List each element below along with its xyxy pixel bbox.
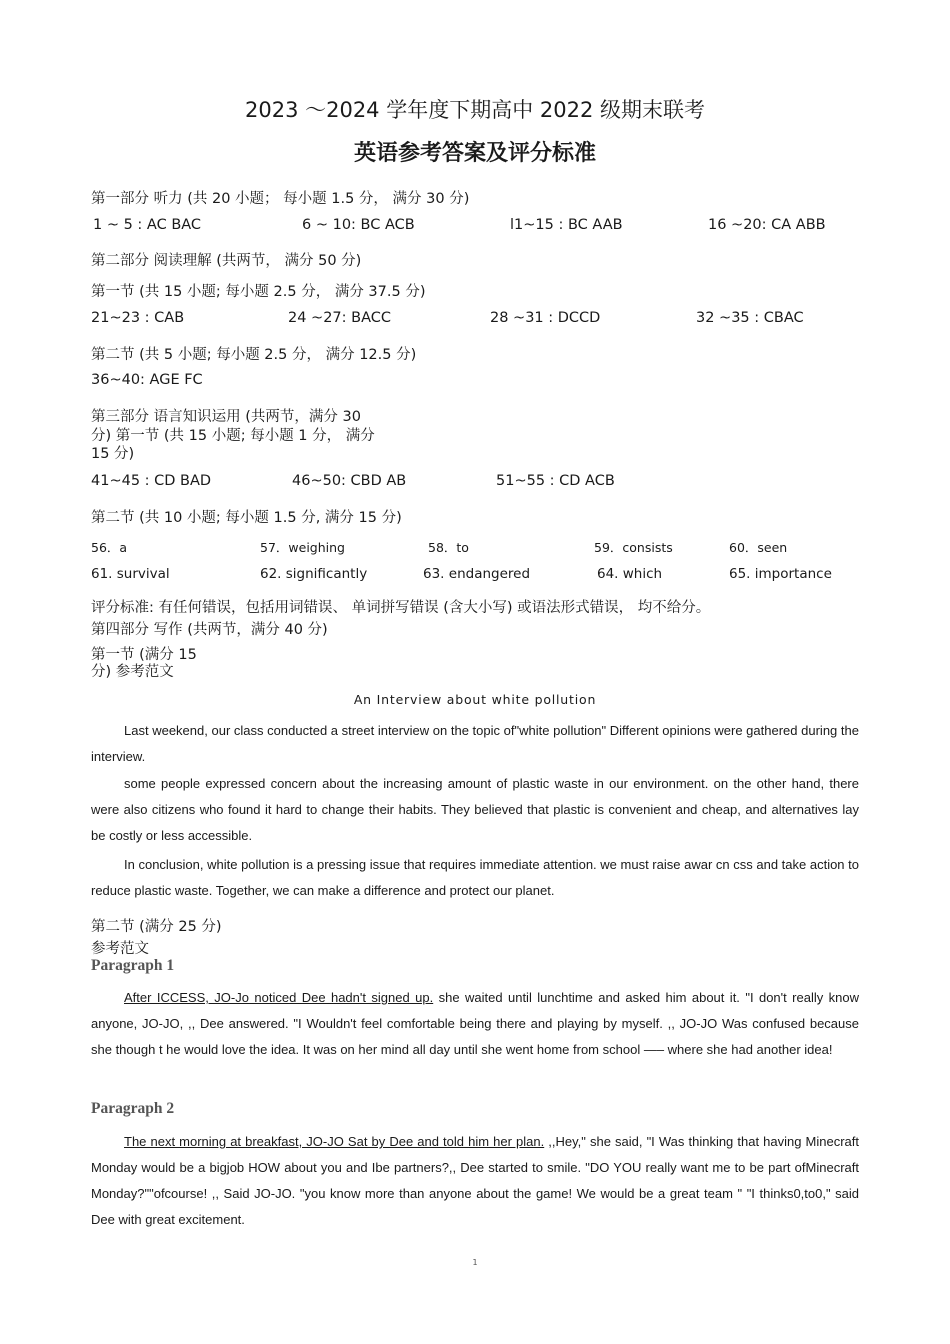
page-subtitle: 英语参考答案及评分标准 xyxy=(353,141,596,166)
answer-62: 62. significantly xyxy=(260,566,368,582)
continuation-paragraph-2 xyxy=(91,1129,859,1233)
answer-63: 63. endangered xyxy=(423,566,531,582)
part2-answer-2: 24 ~27: BACC xyxy=(288,310,392,326)
paragraph-1-body: she waited until lunchtime and asked him about it. "I don't really know anyone, JO-JO, ,, Dee answered. "I Wouldn't feel comfortable being there and playing by myself. ,, JO-JO Was confused because she though t he would love the idea. It was on her mind all day until she went home from school —– where she had another idea! xyxy=(91,990,859,1057)
part4-section2-sub: 参考范文 xyxy=(91,941,149,957)
answer-64: 64. which xyxy=(597,566,663,582)
part2-heading: 第二部分 阅读理解 (共两节， 满分 50 分) xyxy=(91,253,362,269)
part4-section1-line1: 第一节 (满分 15 xyxy=(91,647,197,663)
part1-answer-4: 16 ~20: CA ABB xyxy=(708,217,826,233)
paragraph-2-lead: The next morning at breakfast, JO-JO Sat by Dee and told him her plan. xyxy=(124,1134,545,1149)
answer-61: 61. survival xyxy=(91,566,170,582)
scoring-criteria: 评分标准: 有任何错误，包括用词错误、 单词拼写错误 (含大小写) 或语法形式错误， 均不给分。 xyxy=(91,600,711,616)
part2-answer-1: 21~23 : CAB xyxy=(91,310,185,326)
essay-paragraph-3 xyxy=(91,852,859,904)
part4-heading: 第四部分 写作 (共两节，满分 40 分) xyxy=(91,622,328,638)
part2-section2-heading: 第二节 (共 5 小题; 每小题 2.5 分， 满分 12.5 分) xyxy=(91,347,417,363)
part3-section2-heading: 第二节 (共 10 小题; 每小题 1.5 分, 满分 15 分) xyxy=(91,510,402,526)
paragraph-2-body: ,,Hey," she said, "I Was thinking that having Minecraft Monday would be a bigjob HOW about you and Ibe partners?,, Dee started to smile. "DO YOU really want me to be part ofMinecraft Monday?""ofcourse! ,, Said JO-JO. "you know more than anyone about the game! We would be a great team " "I thinks0,to0," said Dee with great excitement. xyxy=(91,1134,859,1227)
answer-59: 59．consists xyxy=(594,540,673,555)
part1-answer-3: l1~15 : BC AAB xyxy=(510,217,623,233)
part2-answer-4: 32 ~35 : CBAC xyxy=(696,310,804,326)
answer-58: 58．to xyxy=(428,540,469,555)
part3-answer-2: 46~50: CBD AB xyxy=(292,473,407,489)
part2-answer-3: 28 ~31 : DCCD xyxy=(490,310,601,326)
part3-heading-line2: 分) 第一节 (共 15 小题; 每小题 1 分， 满分 xyxy=(91,428,375,444)
page-number: 1 xyxy=(472,1258,478,1267)
answer-57: 57．weighing xyxy=(260,540,345,555)
continuation-paragraph-1 xyxy=(91,985,859,1063)
paragraph-1-label: Paragraph 1 xyxy=(91,957,175,974)
part4-section1-line2: 分) 参考范文 xyxy=(91,664,174,680)
answer-65: 65. importance xyxy=(729,566,832,582)
part3-answer-3: 51~55 : CD ACB xyxy=(496,473,615,489)
paragraph-2-label: Paragraph 2 xyxy=(91,1100,175,1117)
part3-heading-line3: 15 分) xyxy=(91,446,135,462)
part1-heading: 第一部分 听力 (共 20 小题； 每小题 1.5 分， 满分 30 分) xyxy=(91,191,470,207)
answer-56: 56．a xyxy=(91,540,128,555)
part3-heading-line1: 第三部分 语言知识运用 (共两节，满分 30 xyxy=(91,409,361,425)
part3-answer-1: 41~45 : CD BAD xyxy=(91,473,212,489)
essay-paragraph-2 xyxy=(91,771,859,849)
page-title: 2023 ～2024 学年度下期高中 2022 级期末联考 xyxy=(244,98,706,122)
essay-paragraph-3-text: In conclusion, white pollution is a pressing issue that requires immediate attention. we must raise awar cn css and take action to reduce plastic waste. Together, we can make a difference and protect our planet. xyxy=(91,857,859,898)
answer-60: 60．seen xyxy=(729,540,788,555)
essay-title: An Interview about white pollution xyxy=(353,692,597,707)
part1-answer-2: 6 ~ 10: BC ACB xyxy=(302,217,415,233)
essay-paragraph-1-text: Last weekend, our class conducted a street interview on the topic of"white pollution" Different opinions were gathered during the interview. xyxy=(91,723,859,764)
part2-section2-answers: 36~40: AGE FC xyxy=(91,372,203,388)
essay-paragraph-1 xyxy=(91,718,859,770)
part4-section2-heading: 第二节 (满分 25 分) xyxy=(91,919,222,935)
paragraph-1-lead: After ICCESS, JO-Jo noticed Dee hadn't signed up. xyxy=(124,990,434,1005)
part2-section1-heading: 第一节 (共 15 小题; 每小题 2.5 分， 满分 37.5 分) xyxy=(91,284,426,300)
part1-answer-1: 1 ~ 5 : AC BAC xyxy=(93,217,202,233)
essay-paragraph-2-text: some people expressed concern about the increasing amount of plastic waste in our environment. on the other hand, there were also citizens who found it hard to change their habits. They believed that plastic is convenient and cheap, and alternatives lay be costly or less accessible. xyxy=(91,776,859,843)
